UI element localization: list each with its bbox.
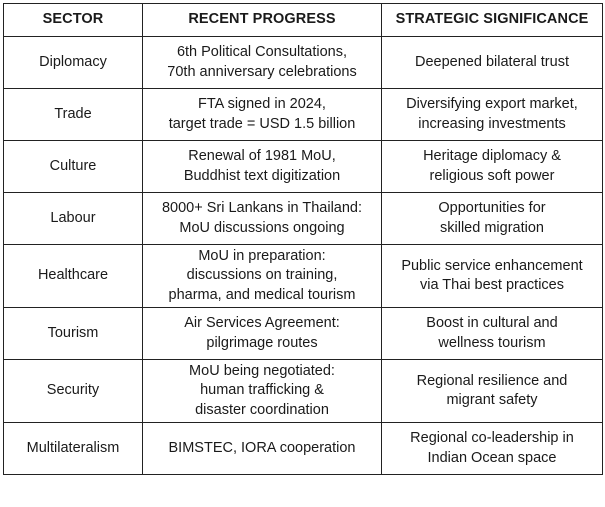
significance-cell	[382, 245, 603, 308]
progress-line: BIMSTEC, IORA cooperation	[168, 439, 356, 456]
table-row	[4, 245, 603, 308]
significance-cell	[382, 89, 603, 141]
significance-line: wellness tourism	[438, 334, 546, 351]
significance-line: via Thai best practices	[420, 277, 564, 293]
header-strategic-significance: STRATEGIC SIGNIFICANCE	[382, 4, 603, 37]
significance-cell	[382, 360, 603, 423]
sector-cell: Tourism	[4, 308, 143, 360]
progress-line: Renewal of 1981 MoU,	[188, 148, 336, 164]
significance-line: Opportunities for	[438, 200, 546, 216]
header-recent-progress: RECENT PROGRESS	[143, 4, 382, 37]
significance-line: Diversifying export market,	[406, 96, 578, 112]
sector-table	[3, 3, 603, 475]
significance-line: Indian Ocean space	[427, 449, 557, 466]
progress-cell	[143, 89, 382, 141]
sector-cell: Culture	[4, 141, 143, 193]
progress-line: 70th anniversary celebrations	[167, 63, 357, 80]
sector-cell: Labour	[4, 193, 143, 245]
progress-line: pharma, and medical tourism	[168, 286, 356, 303]
significance-cell	[382, 193, 603, 245]
sector-table-container	[3, 3, 602, 475]
table-header-row	[4, 4, 603, 37]
table-row	[4, 89, 603, 141]
significance-line: Boost in cultural and	[426, 315, 558, 331]
progress-line: MoU being negotiated:	[189, 362, 335, 379]
progress-line: MoU in preparation:	[198, 247, 326, 264]
table-row	[4, 141, 603, 193]
table-row	[4, 360, 603, 423]
progress-cell	[143, 37, 382, 89]
progress-line: Buddhist text digitization	[183, 167, 341, 184]
progress-cell	[143, 308, 382, 360]
progress-cell	[143, 245, 382, 308]
progress-line: pilgrimage routes	[206, 334, 318, 351]
table-row	[4, 308, 603, 360]
progress-line: disaster coordination	[195, 401, 329, 418]
progress-line: Air Services Agreement:	[184, 315, 340, 331]
sector-cell: Diplomacy	[4, 37, 143, 89]
significance-line: increasing investments	[418, 115, 566, 132]
significance-line: Deepened bilateral trust	[415, 53, 569, 70]
progress-line: 6th Political Consultations,	[176, 44, 348, 60]
significance-line: Regional co-leadership in	[410, 430, 574, 446]
table-row	[4, 37, 603, 89]
significance-line: Public service enhancement	[401, 257, 583, 274]
progress-cell	[143, 360, 382, 423]
significance-line: religious soft power	[429, 167, 555, 184]
sector-cell: Healthcare	[4, 245, 143, 308]
significance-cell	[382, 423, 603, 475]
progress-line: human trafficking &	[200, 382, 324, 399]
progress-line: discussions on training,	[186, 267, 338, 284]
progress-line: 8000+ Sri Lankans in Thailand:	[161, 200, 363, 216]
progress-cell	[143, 423, 382, 475]
sector-cell: Security	[4, 360, 143, 423]
progress-line: FTA signed in 2024,	[198, 96, 326, 112]
significance-cell	[382, 37, 603, 89]
progress-line: MoU discussions ongoing	[179, 219, 345, 236]
progress-cell	[143, 141, 382, 193]
significance-cell	[382, 308, 603, 360]
progress-line: target trade = USD 1.5 billion	[168, 115, 356, 132]
sector-cell: Trade	[4, 89, 143, 141]
sector-cell: Multilateralism	[4, 423, 143, 475]
header-sector: SECTOR	[4, 4, 143, 37]
significance-line: Heritage diplomacy &	[423, 148, 561, 164]
table-row	[4, 193, 603, 245]
significance-line: skilled migration	[440, 219, 544, 236]
significance-line: migrant safety	[446, 392, 538, 408]
significance-line: Regional resilience and	[416, 372, 568, 389]
table-row	[4, 423, 603, 475]
progress-cell	[143, 193, 382, 245]
significance-cell	[382, 141, 603, 193]
